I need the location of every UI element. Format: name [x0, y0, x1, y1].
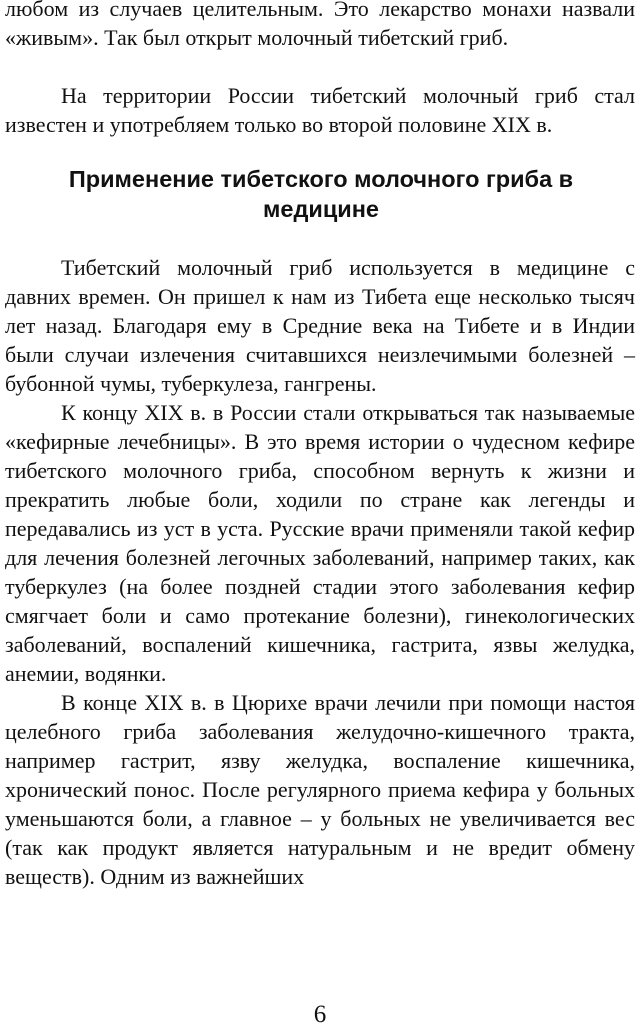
paragraph-russia-history: На территории России тибетский молочный гриб стал известен и употребляем только во второй половине XIX в. [5, 83, 635, 137]
paragraph-kefir-clinics: К концу XIX в. в России стали открываться так называемые «кефирные лечебницы». В это время истории о чудесном кефире тибетского молочного гриба, способном вернуть к жизни и прекратить любые боли, ходили по стране как легенды и передавались из уст в уста. Русские врачи применяли такой кефир для лечения болезней легочных заболеваний, например таких, как туберкулез (на более поздней стадии этого заболевания кефир смягчает боли и само протекание болезни), гинекологических заболеваний, воспалений кишечника, гастрита, язвы желудка, анемии, водянки. [5, 400, 635, 686]
section-heading: Применение тибетского молочного гриба в медицине [68, 166, 574, 222]
book-page [5, 0, 635, 1032]
section-body [5, 253, 635, 891]
page-number: 6 [313, 1001, 327, 1028]
paragraph-continued: любом из случаев целительным. Это лекарство монахи назвали «живым». Так был открыт молочный тибетский гриб. [5, 0, 635, 50]
paragraph-zurich-treatment: В конце XIX в. в Цюрихе врачи лечили при помощи настоя целебного гриба заболевания желудочно-кишечного тракта, например гастрит, язву желудка, воспаление кишечника, хронический понос. После регулярного приема кефира у больных уменьшаются боли, а главное – у больных не увеличивается вес (так как продукт является натуральным и не вредит обмену веществ). Одним из важнейших [5, 690, 635, 889]
paragraph-medicine-history: Тибетский молочный гриб используется в медицине с давних времен. Он пришел к нам из Тибета еще несколько тысяч лет назад. Благодаря ему в Средние века на Тибете и в Индии были случаи излечения считавшихся неизлечимыми болезней – бубонной чумы, туберкулеза, гангрены. [5, 255, 635, 396]
